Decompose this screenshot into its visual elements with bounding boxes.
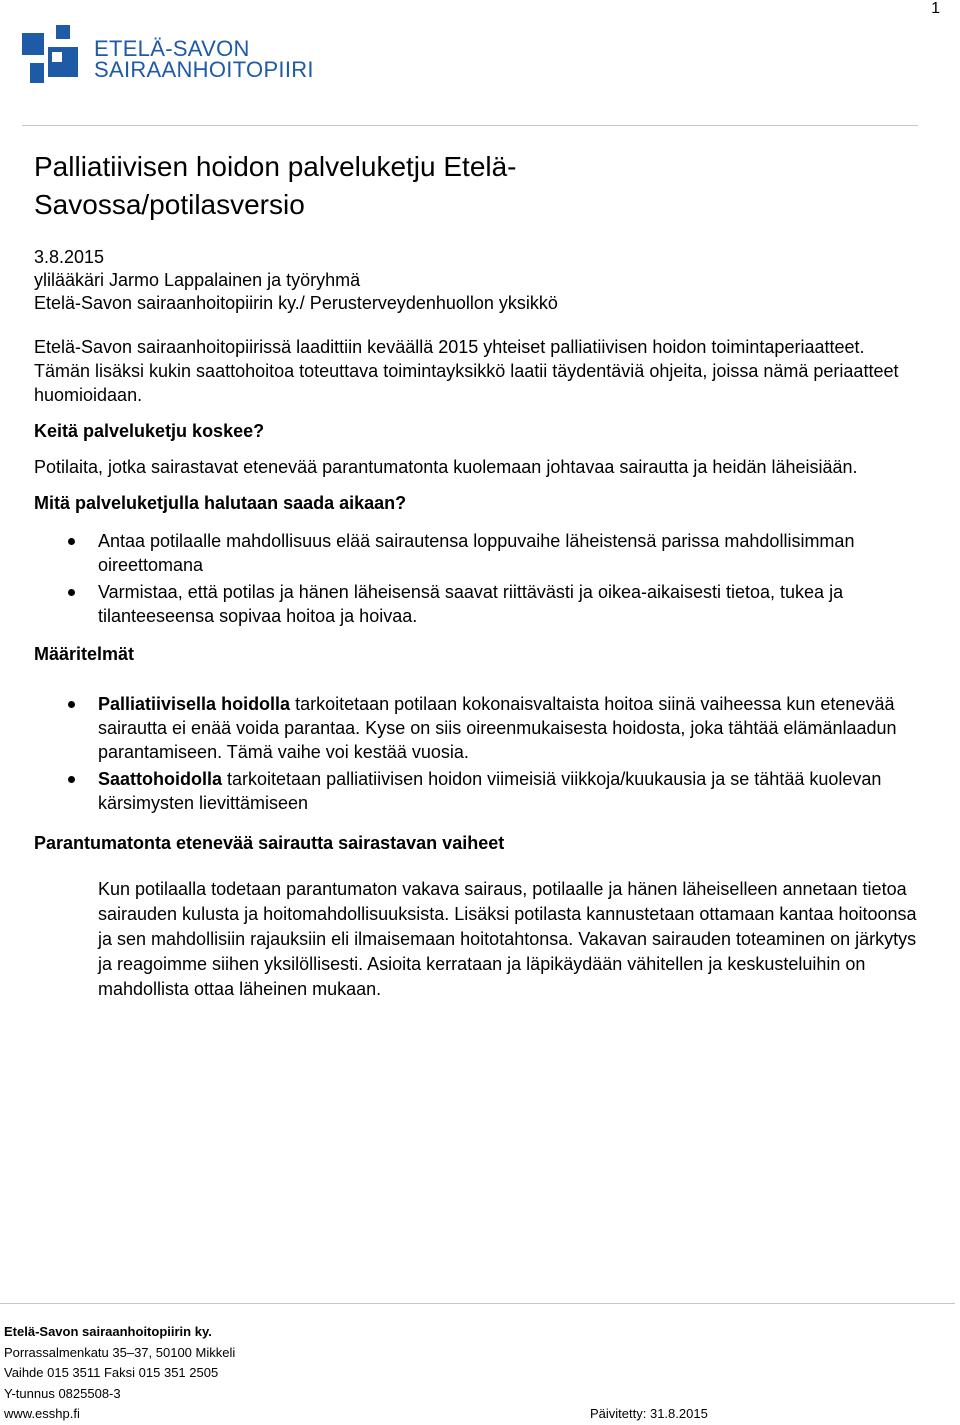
bullet-icon — [68, 701, 75, 708]
footer-address: Porrassalmenkatu 35–37, 50100 Mikkeli — [4, 1344, 236, 1360]
footer-phone: Vaihde 015 3511 Faksi 015 351 2505 — [4, 1365, 219, 1380]
list-item — [34, 767, 924, 815]
header-divider — [22, 125, 918, 126]
meta-organization: Etelä-Savon sairaanhoitopiirin ky./ Perusterveydenhuollon yksikkö — [34, 293, 558, 313]
document-title: Palliatiivisen hoidon palveluketju Etelä-Savossa/potilasversio — [34, 151, 517, 220]
page-number: 1 — [931, 0, 940, 17]
definitions-list — [34, 692, 924, 815]
bullet-icon — [68, 538, 75, 545]
document-body — [34, 148, 924, 1002]
document-meta — [34, 246, 924, 315]
meta-date: 3.8.2015 — [34, 247, 105, 267]
footer-org: Etelä-Savon sairaanhoitopiirin ky. — [4, 1324, 212, 1339]
definition-term: Palliatiivisella hoidolla — [98, 694, 291, 714]
meta-author: ylilääkäri Jarmo Lappalainen ja työryhmä — [34, 270, 361, 290]
list-item: Varmistaa, että potilas ja hänen läheisensä saavat riittävästi ja oikea-aikaisesti tietoa, tukea ja tilanteeseensa sopivaa hoitoa ja hoivaa. — [34, 580, 924, 628]
footer-website-link[interactable]: www.esshp.fi — [4, 1406, 80, 1421]
logo-emblem-icon — [22, 25, 86, 89]
footer-updated: Päivitetty: 31.8.2015 — [590, 1406, 708, 1421]
logo-wordmark — [94, 38, 314, 80]
section4-heading: Parantumatonta etenevää sairautta sairastavan vaiheet — [34, 833, 505, 853]
list-item — [34, 692, 924, 764]
logo — [22, 25, 322, 89]
definition-term: Saattohoidolla — [98, 769, 223, 789]
section3-heading: Määritelmät — [34, 644, 135, 664]
intro-paragraph: Etelä-Savon sairaanhoitopiirissä laadittiin keväällä 2015 yhteiset palliatiivisen hoidon toimintaperiaatteet. Tämän lisäksi kukin saattohoitoa toteuttava toimintayksikkö laatii täydentäviä ohjeita, joissa nämä periaatteet huomioidaan. — [34, 337, 899, 405]
section1-heading: Keitä palveluketju koskee? — [34, 421, 265, 441]
definition-text: tarkoitetaan palliatiivisen hoidon viimeisiä viikkoja/kuukausia ja se tähtää kuolevan kärsimysten lievittämiseen — [98, 769, 882, 813]
footer-business-id: Y-tunnus 0825508-3 — [4, 1385, 121, 1401]
footer-divider — [0, 1303, 955, 1304]
definition-text: tarkoitetaan potilaan kokonaisvaltaista hoitoa siinä vaiheessa kun etenevää sairautta ei enää voida parantaa. Kyse on siis oireenmukaisesta hoidosta, joka tähtää elämänlaadun parantamiseen. Tämä vaihe voi kestää vuosia. — [98, 694, 897, 762]
section1-text: Potilaita, jotka sairastavat etenevää parantumatonta kuolemaan johtavaa sairautta ja heidän läheisiään. — [34, 457, 858, 477]
footer — [4, 1322, 744, 1425]
goals-list — [34, 529, 924, 628]
section2-heading: Mitä palveluketjulla halutaan saada aikaan? — [34, 493, 407, 513]
bullet-icon — [68, 776, 75, 783]
logo-line2: SAIRAANHOITOPIIRI — [94, 57, 314, 82]
section4-text: Kun potilaalla todetaan parantumaton vakava sairaus, potilaalle ja hänen läheiselleen annetaan tietoa sairauden kulusta ja hoitomahdollisuuksista. Lisäksi potilasta kannustetaan ottamaan kantaa hoitoonsa ja sen mahdollisiin rajauksiin eli ilmaisemaan hoitotahtonsa. Vakavan sairauden toteaminen on järkytys ja reagoimme siihen yksilöllisesti. Asioita kerrataan ja läpikäydään vähitellen ja keskusteluihin on mahdollista ottaa läheinen mukaan. — [98, 879, 917, 999]
footer-last-line — [4, 1404, 744, 1425]
bullet-icon — [68, 589, 75, 596]
list-item: Antaa potilaalle mahdollisuus elää sairautensa loppuvaihe läheistensä parissa mahdollisimman oireettomana — [34, 529, 924, 577]
logo-line1: ETELÄ-SAVON — [94, 36, 250, 61]
